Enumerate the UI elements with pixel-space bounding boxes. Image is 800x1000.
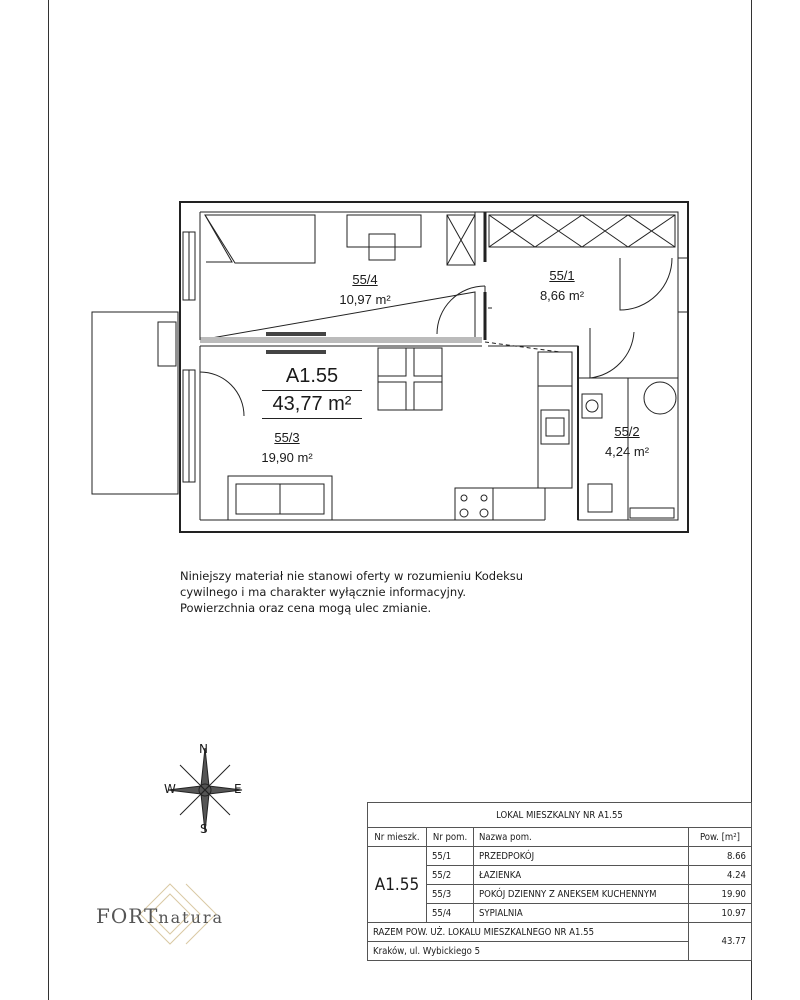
desk [347,215,421,247]
table-row-name: ŁAZIENKA [474,866,689,885]
bed [205,215,315,263]
header-apt-no: Nr mieszk. [368,828,427,847]
apartment-total-area: 43,77 m² [262,391,362,419]
door-swing [437,286,485,334]
table-row-name: SYPIALNIA [474,904,689,923]
table-row-name: PRZEDPOKÓJ [474,847,689,866]
hall-wardrobe [489,215,675,247]
room-label-bedroom [330,272,400,307]
toilet [588,484,612,512]
fridge [538,352,572,386]
door-swing [200,372,244,416]
outer-wall [180,202,688,532]
table-row-no: 55/1 [427,847,474,866]
compass-w: W [164,782,176,796]
kitchen-counter [538,352,572,488]
table-row-area: 4.24 [689,866,752,885]
table-row-area: 19.90 [689,885,752,904]
logo-sub: natura [158,908,225,927]
chair [378,382,406,410]
compass-n: N [199,742,208,756]
room-area: 4,24 m² [604,444,650,459]
balcony [92,312,178,494]
logo-main: FORT [96,904,159,928]
apartment-label [262,365,362,419]
chair [378,348,406,376]
logo-text [96,904,224,928]
washing-machine [644,382,676,414]
room-area: 8,66 m² [539,288,585,303]
table-row-no: 55/2 [427,866,474,885]
room-number: 55/1 [549,268,575,283]
table-address: Kraków, ul. Wybickiego 5 [368,942,689,961]
room-number: 55/3 [274,430,300,445]
disclaimer-text: Niniejszy materiał nie stanowi oferty w rozumieniu Kodeksu cywilnego i ma charakter wyłącznie informacyjny. Powierzchnia oraz cena mogą ulec zmianie. [180,569,524,615]
shower-drain [630,508,674,518]
chair [414,348,442,376]
room-schedule-table [367,802,752,961]
room-label-bathroom [592,424,662,459]
dining-table [378,348,442,410]
apartment-code: A1.55 [262,365,362,391]
table-row-no: 55/3 [427,885,474,904]
room-label-living [252,430,322,465]
room-number: 55/4 [352,272,378,287]
compass-s: S [200,822,208,836]
header-room-name: Nazwa pom. [474,828,689,847]
table-title: LOKAL MIESZKALNY NR A1.55 [368,803,752,828]
table-total-label: RAZEM POW. UŻ. LOKALU MIESZKALNEGO NR A1.55 [368,923,689,942]
washbasin [582,394,602,418]
table-row-area: 8.66 [689,847,752,866]
table-total-value: 43.77 [689,923,752,961]
room-number: 55/2 [614,424,640,439]
table-row-name: POKÓJ DZIENNY Z ANEKSEM KUCHENNYM [474,885,689,904]
header-room-no: Nr pom. [427,828,474,847]
chair [414,382,442,410]
table-row-no: 55/4 [427,904,474,923]
compass-e: E [234,782,242,796]
table-row-area: 10.97 [689,904,752,923]
room-label-hall [527,268,597,303]
room-area: 19,90 m² [261,450,313,465]
apt-number-cell: A1.55 [368,847,427,923]
header-area: Pow. [m²] [689,828,752,847]
room-area: 10,97 m² [339,292,391,307]
balcony-unit [158,322,176,366]
sink [541,410,569,444]
